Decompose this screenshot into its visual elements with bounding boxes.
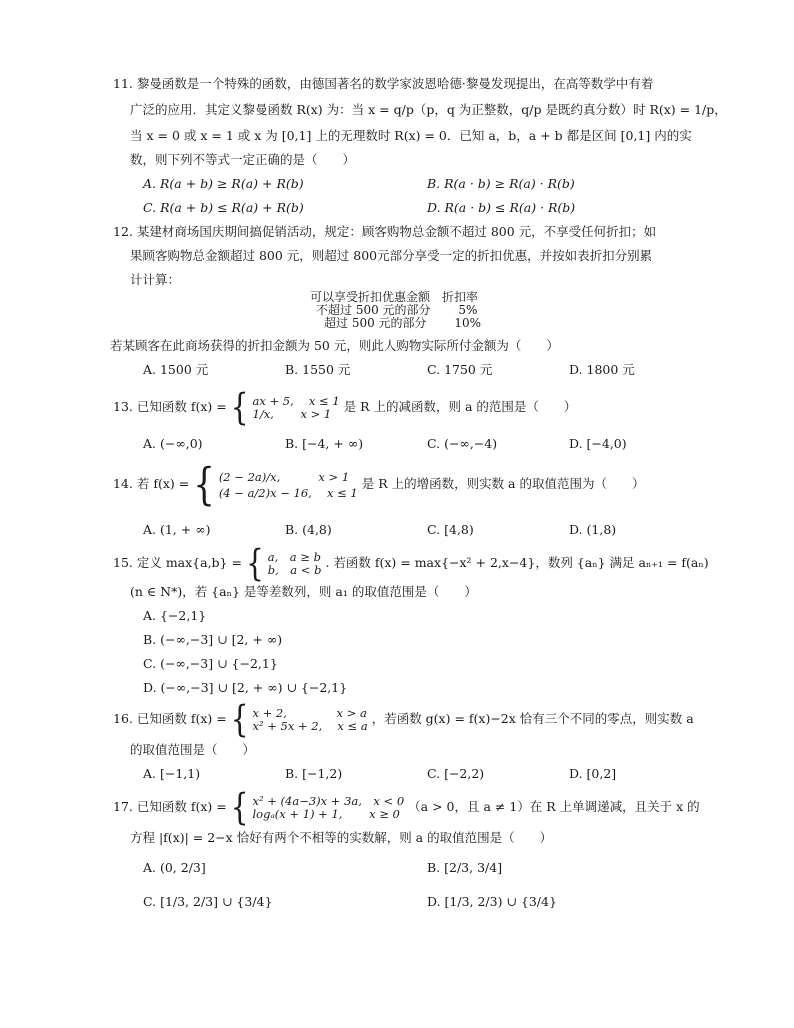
q12-line-1: 12. 某建材商场国庆期间搞促销活动，规定：顾客购物总金额不超过 800 元，不享受任何折扣；如 xyxy=(113,224,657,239)
q14-option-b: B. (4,8) xyxy=(285,522,332,537)
q16-option-d: D. [0,2] xyxy=(569,766,617,781)
discount-table-row-2: 超过 500 元的部分 10% xyxy=(324,316,482,330)
q15-stem xyxy=(113,541,709,585)
q13-prefix: 13. 已知函数 f(x) = xyxy=(113,399,227,414)
q15-brace: { xyxy=(245,541,264,585)
q14-case-1: (2 − 2a)/x, x > 1 xyxy=(218,470,350,484)
q11-option-a: A. R(a + b) ≥ R(a) + R(b) xyxy=(143,176,304,191)
q16-stem xyxy=(113,697,694,741)
discount-table-header: 可以享受折扣优惠金额 折扣率 xyxy=(310,290,479,304)
q15-case-1: a, a ≥ b xyxy=(267,550,321,564)
q17-case-1: x² + (4a−3)x + 3a, x < 0 xyxy=(252,794,405,808)
q14-prefix: 14. 若 f(x) = xyxy=(113,476,190,491)
q13-suffix: 是 R 上的减函数，则 a 的范围是（ ） xyxy=(343,399,577,414)
q13-brace: { xyxy=(230,385,249,429)
q16-case-1: x + 2, x > a xyxy=(252,706,367,720)
q11-line-4: 数，则下列不等式一定正确的是（ ） xyxy=(130,152,356,167)
q12-option-b: B. 1550 元 xyxy=(285,362,351,377)
q17-option-b: B. [2/3, 3/4] xyxy=(427,860,503,875)
q12-option-c: C. 1750 元 xyxy=(427,362,493,377)
q11-line-3: 当 x = 0 或 x = 1 或 x 为 [0,1] 上的无理数时 R(x) = 0．已知 a，b，a + b 都是区间 [0,1] 内的实 xyxy=(130,128,692,143)
q15-case-2: b, a < b xyxy=(267,563,322,577)
q15-prefix: 15. 定义 max{a,b} = xyxy=(113,555,242,570)
q15-option-b: B. (−∞,−3] ∪ [2, + ∞) xyxy=(143,632,283,647)
q15-piecewise xyxy=(245,541,322,585)
q17-case-2: logₐ(x + 1) + 1, x ≥ 0 xyxy=(252,807,400,821)
q14-stem xyxy=(113,459,645,511)
q14-option-d: D. (1,8) xyxy=(569,522,617,537)
q17-suffix: （a > 0，且 a ≠ 1）在 R 上单调递减，且关于 x 的 xyxy=(408,799,700,814)
q14-suffix: 是 R 上的增函数，则实数 a 的取值范围为（ ） xyxy=(361,476,645,491)
q15-option-d: D. (−∞,−3] ∪ [2, + ∞) ∪ {−2,1} xyxy=(143,680,348,695)
q16-prefix: 16. 已知函数 f(x) = xyxy=(113,711,227,726)
q16-piecewise xyxy=(230,697,368,741)
q14-option-a: A. (1, + ∞) xyxy=(143,522,211,537)
q17-line-2: 方程 |f(x)| = 2−x 恰好有两个不相等的实数解，则 a 的取值范围是（ ） xyxy=(130,830,553,845)
q14-piecewise xyxy=(193,459,358,511)
q17-prefix: 17. 已知函数 f(x) = xyxy=(113,799,227,814)
q16-option-a: A. [−1,1) xyxy=(143,766,201,781)
q17-option-c: C. [1/3, 2/3] ∪ {3/4} xyxy=(143,894,273,909)
q12-line-2: 果顾客购物总金额超过 800 元，则超过 800元部分享受一定的折扣优惠，并按如表折扣分别累 xyxy=(130,248,653,263)
q12-line-3: 计计算： xyxy=(130,272,181,287)
q11-line-2: 广泛的应用．其定义黎曼函数 R(x) 为：当 x = q/p（p，q 为正整数，q/p 是既约真分数）时 R(x) = 1/p， xyxy=(130,102,727,117)
q11-option-d: D. R(a · b) ≤ R(a) · R(b) xyxy=(427,200,576,215)
q13-option-a: A. (−∞,0) xyxy=(143,436,203,451)
q17-option-d: D. [1/3, 2/3) ∪ {3/4} xyxy=(427,894,557,909)
q13-piecewise xyxy=(230,385,340,429)
q14-brace: { xyxy=(193,459,215,511)
q13-case-1: ax + 5, x ≤ 1 xyxy=(252,394,340,408)
q16-suffix: ，若函数 g(x) = f(x)−2x 恰有三个不同的零点，则实数 a xyxy=(371,711,694,726)
q14-case-2: (4 − a/2)x − 16, x ≤ 1 xyxy=(218,486,358,500)
q11-option-c: C. R(a + b) ≤ R(a) + R(b) xyxy=(143,200,304,215)
q16-line-2: 的取值范围是（ ） xyxy=(130,742,256,757)
q12-line-4: 若某顾客在此商场获得的折扣金额为 50 元，则此人购物实际所付金额为（ ） xyxy=(110,338,559,353)
q13-option-b: B. [−4, + ∞) xyxy=(285,436,364,451)
q15-line-2: (n ∈ N*)，若 {aₙ} 是等差数列，则 a₁ 的取值范围是（ ） xyxy=(130,584,477,599)
q13-option-d: D. [−4,0) xyxy=(569,436,627,451)
q13-stem xyxy=(113,385,577,429)
q16-brace: { xyxy=(230,697,249,741)
q13-option-c: C. (−∞,−4) xyxy=(427,436,498,451)
q16-case-2: x² + 5x + 2, x ≤ a xyxy=(252,719,368,733)
q16-option-c: C. [−2,2) xyxy=(427,766,485,781)
q17-piecewise xyxy=(230,785,405,829)
discount-table-row-1: 不超过 500 元的部分 5% xyxy=(316,303,478,317)
q11-option-b: B. R(a · b) ≥ R(a) · R(b) xyxy=(427,176,575,191)
q17-stem xyxy=(113,785,700,829)
q13-case-2: 1/x, x > 1 xyxy=(252,407,332,421)
q12-option-d: D. 1800 元 xyxy=(569,362,635,377)
q15-option-a: A. {−2,1} xyxy=(143,608,207,623)
q17-brace: { xyxy=(230,785,249,829)
q11-line-1: 11. 黎曼函数是一个特殊的函数，由德国著名的数学家波恩哈德·黎曼发现提出，在高等数学中有着 xyxy=(113,76,654,91)
q15-suffix: . 若函数 f(x) = max{−x² + 2,x−4}，数列 {aₙ} 满足 aₙ₊₁ = f(aₙ) xyxy=(325,555,709,570)
q17-option-a: A. (0, 2/3] xyxy=(143,860,206,875)
q16-option-b: B. [−1,2) xyxy=(285,766,343,781)
q14-option-c: C. [4,8) xyxy=(427,522,474,537)
q12-option-a: A. 1500 元 xyxy=(143,362,209,377)
q15-option-c: C. (−∞,−3] ∪ {−2,1} xyxy=(143,656,278,671)
